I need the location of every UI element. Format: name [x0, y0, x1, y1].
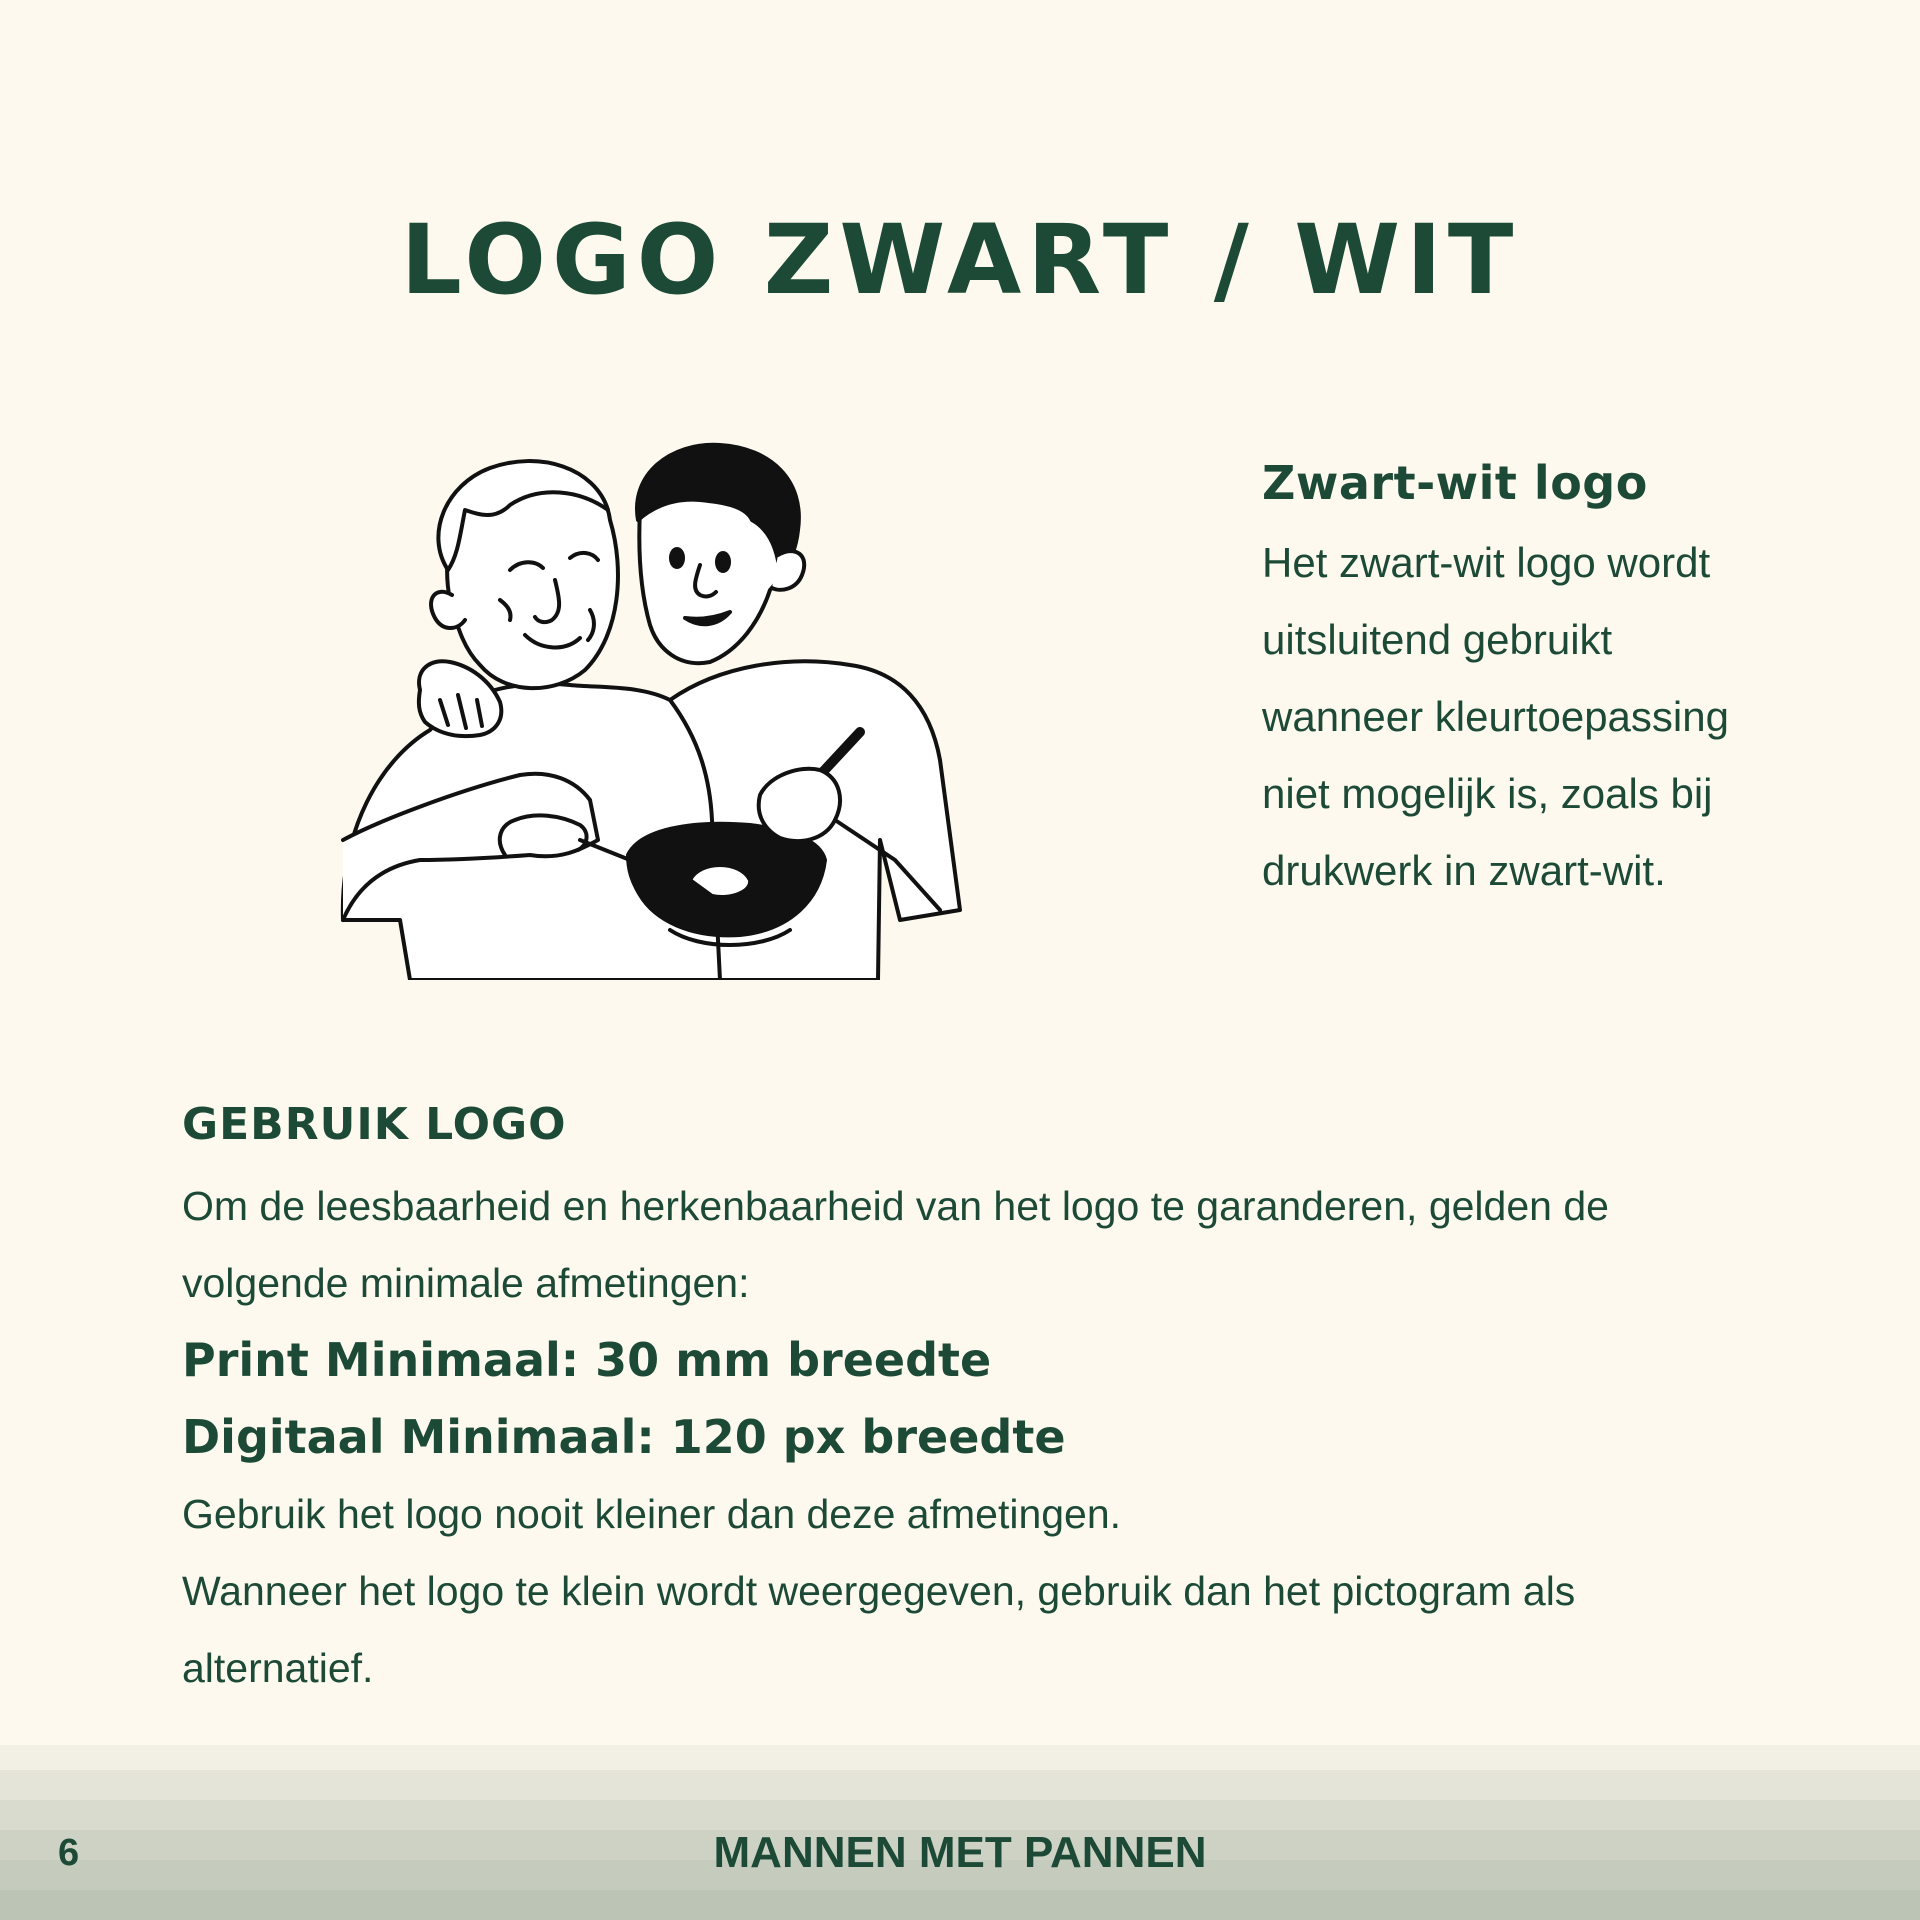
bw-logo-line: uitsluitend gebruikt: [1262, 616, 1613, 663]
bw-logo-line: niet mogelijk is, zoals bij: [1262, 770, 1713, 817]
logo-usage-section: [182, 1090, 1782, 1707]
bw-logo-line: drukwerk in zwart-wit.: [1262, 847, 1666, 894]
page-number: 6: [58, 1832, 80, 1874]
usage-note: Wanneer het logo te klein wordt weergegeven, gebruik dan het pictogram als: [182, 1568, 1576, 1614]
bw-logo-line: Het zwart-wit logo wordt: [1262, 539, 1711, 586]
usage-note: Gebruik het logo nooit kleiner dan deze afmetingen.: [182, 1491, 1122, 1537]
bw-logo-line: wanneer kleurtoepassing: [1262, 693, 1729, 740]
usage-heading: GEBRUIK LOGO: [182, 1099, 567, 1150]
usage-intro-line: volgende minimale afmetingen:: [182, 1260, 750, 1306]
digital-minimum: Digitaal Minimaal: 120 px breedte: [182, 1410, 1066, 1464]
bw-logo-heading: Zwart-wit logo: [1262, 456, 1648, 510]
footer-brand: MANNEN MET PANNEN: [713, 1828, 1207, 1877]
print-minimum: Print Minimaal: 30 mm breedte: [182, 1333, 992, 1387]
usage-intro-line: Om de leesbaarheid en herkenbaarheid van het logo te garanderen, gelden de: [182, 1183, 1609, 1229]
usage-note: alternatief.: [182, 1645, 374, 1691]
page-title: LOGO ZWART / WIT: [400, 204, 1520, 316]
two-men-cooking-illustration: [340, 440, 1060, 980]
bw-logo-section: [1262, 448, 1822, 909]
